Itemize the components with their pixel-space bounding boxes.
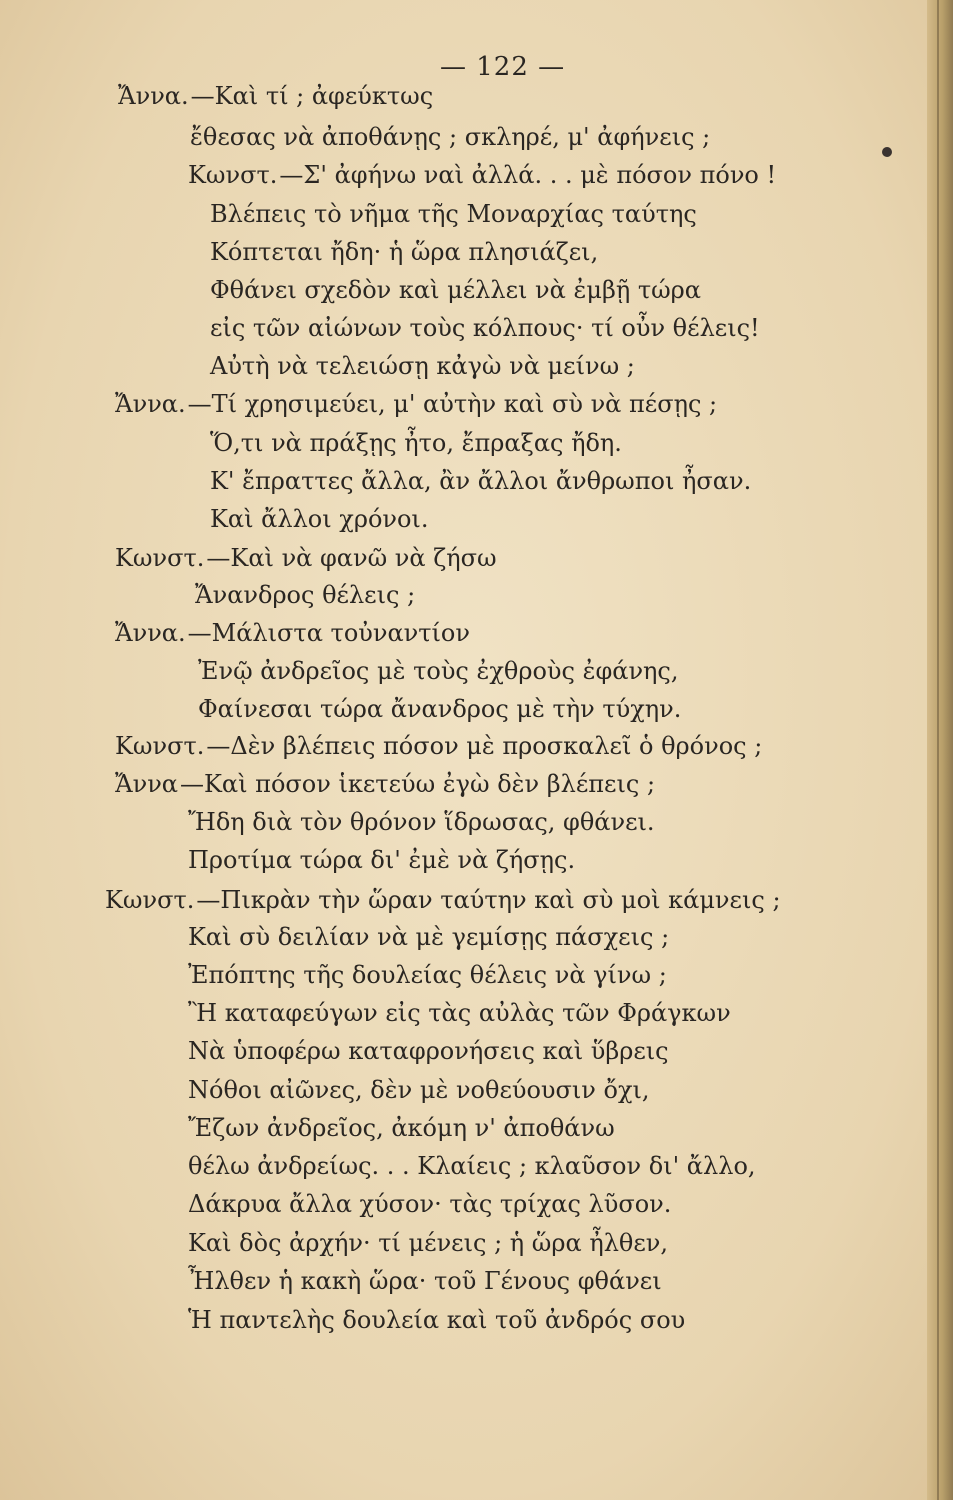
verse-line <box>188 808 655 836</box>
line-text: θέλω ἀνδρείως. . . Κλαίεις ; κλαῦσον δι' ἄλλο, <box>188 1152 756 1180</box>
line-text: Κ' ἔπραττες ἄλλα, ἂν ἄλλοι ἄνθρωποι ἦσαν. <box>210 467 752 495</box>
binding-line <box>937 0 939 1500</box>
verse-line <box>105 886 781 914</box>
speaker-name: Ἄννα <box>115 770 178 798</box>
verse-line <box>188 1114 615 1142</box>
line-text: Φθάνει σχεδὸν καὶ μέλλει νὰ ἐμβῇ τώρα <box>210 276 701 304</box>
verse-line <box>115 390 717 418</box>
verse-line <box>115 732 762 760</box>
ink-spot <box>882 147 892 157</box>
line-text: Δάκρυα ἄλλα χύσον· τὰς τρίχας λῦσον. <box>188 1190 672 1218</box>
verse-line <box>198 695 681 723</box>
verse-line <box>195 581 415 609</box>
line-text: Ἐνῷ ἀνδρεῖος μὲ τοὺς ἐχθροὺς ἐφάνης, <box>198 657 679 685</box>
verse-line <box>210 238 598 266</box>
line-text: Αὐτὴ νὰ τελειώσῃ κἀγὼ νὰ μείνω ; <box>210 352 635 380</box>
verse-line <box>210 276 701 304</box>
verse-line <box>188 923 669 951</box>
line-text: Ἦλθεν ἡ κακὴ ὥρα· τοῦ Γένους φθάνει <box>188 1267 662 1295</box>
speaker-name: Κωνστ. <box>188 161 278 189</box>
speaker-name: Κωνστ. <box>115 732 205 760</box>
line-text: Ἢ καταφεύγων εἰς τὰς αὐλὰς τῶν Φράγκων <box>188 999 731 1027</box>
verse-line <box>188 961 667 989</box>
verse-line <box>115 544 497 572</box>
line-text: Ὅ,τι νὰ πράξῃς ἦτο, ἔπραξας ἤδη. <box>210 429 622 457</box>
line-text: —Καὶ πόσον ἱκετεύω ἐγὼ δὲν βλέπεις ; <box>180 770 656 798</box>
line-text: —Καὶ νὰ φανῶ νὰ ζήσω <box>206 544 497 572</box>
line-text: —Καὶ τί ; ἀφεύκτως <box>190 82 434 110</box>
verse-line <box>188 1152 756 1180</box>
line-text: ἔθεσας νὰ ἀποθάνῃς ; σκληρέ, μ' ἀφήνεις ; <box>190 123 711 151</box>
speaker-name: Ἄννα. <box>115 390 186 418</box>
line-text: Ἤδη διὰ τὸν θρόνον ἵδρωσας, φθάνει. <box>188 808 655 836</box>
verse-line <box>210 352 635 380</box>
verse-line <box>188 1229 668 1257</box>
page-number: — 122 — <box>440 52 566 82</box>
verse-line <box>210 314 760 342</box>
verse-line <box>115 770 655 798</box>
line-text: —Σ' ἀφήνω ναὶ ἀλλά. . . μὲ πόσον πόνο ! <box>279 161 777 189</box>
speaker-name: Ἄννα. <box>118 82 189 110</box>
speaker-name: Κωνστ. <box>115 544 205 572</box>
line-text: Ἐπόπτης τῆς δουλείας θέλεις νὰ γίνω ; <box>188 961 667 989</box>
line-text: Καὶ δὸς ἀρχήν· τί μένεις ; ἡ ὥρα ἦλθεν, <box>188 1229 669 1257</box>
line-text: Νόθοι αἰῶνες, δὲν μὲ νοθεύουσιν ὄχι, <box>188 1076 650 1104</box>
line-text: Βλέπεις τὸ νῆμα τῆς Μοναρχίας ταύτης <box>210 200 697 228</box>
verse-line <box>210 429 622 457</box>
line-text: —Πικρὰν τὴν ὥραν ταύτην καὶ σὺ μοὶ κάμνεις ; <box>196 886 781 914</box>
verse-line <box>118 82 433 110</box>
verse-line <box>210 505 428 533</box>
line-text: —Μάλιστα τοὐναντίον <box>187 619 470 647</box>
verse-line <box>210 467 751 495</box>
verse-line <box>188 1076 650 1104</box>
verse-line <box>210 200 697 228</box>
page-edge <box>927 0 953 1500</box>
verse-line <box>188 1267 662 1295</box>
line-text: Ἄνανδρος θέλεις ; <box>195 581 416 609</box>
verse-line <box>188 1190 671 1218</box>
line-text: Κόπτεται ἤδη· ἡ ὥρα πλησιάζει, <box>210 238 599 266</box>
speaker-name: Ἄννα. <box>115 619 186 647</box>
line-text: Καὶ ἄλλοι χρόνοι. <box>210 505 429 533</box>
line-text: Ἔζων ἀνδρεῖος, ἀκόμη ν' ἀποθάνω <box>188 1114 615 1142</box>
line-text: —Δὲν βλέπεις πόσον μὲ προσκαλεῖ ὁ θρόνος ; <box>206 732 763 760</box>
verse-line <box>188 846 575 874</box>
verse-line <box>115 619 470 647</box>
line-text: Φαίνεσαι τώρα ἄνανδρος μὲ τὴν τύχην. <box>198 695 682 723</box>
line-text: Προτίμα τώρα δι' ἐμὲ νὰ ζήσῃς. <box>188 846 576 874</box>
verse-line <box>198 657 679 685</box>
verse-line <box>188 999 731 1027</box>
verse-line <box>190 123 710 151</box>
verse-line <box>188 1306 685 1334</box>
line-text: Καὶ σὺ δειλίαν νὰ μὲ γεμίσῃς πάσχεις ; <box>188 923 670 951</box>
verse-line <box>188 161 776 189</box>
speaker-name: Κωνστ. <box>105 886 195 914</box>
line-text: Ἡ παντελὴς δουλεία καὶ τοῦ ἀνδρός σου <box>188 1306 686 1334</box>
line-text: εἰς τῶν αἰώνων τοὺς κόλπους· τί οὖν θέλεις! <box>210 314 760 342</box>
line-text: —Τί χρησιμεύει, μ' αὐτὴν καὶ σὺ νὰ πέσῃς ; <box>187 390 718 418</box>
line-text: Νὰ ὑποφέρω καταφρονήσεις καὶ ὕβρεις <box>188 1037 669 1065</box>
verse-line <box>188 1037 669 1065</box>
